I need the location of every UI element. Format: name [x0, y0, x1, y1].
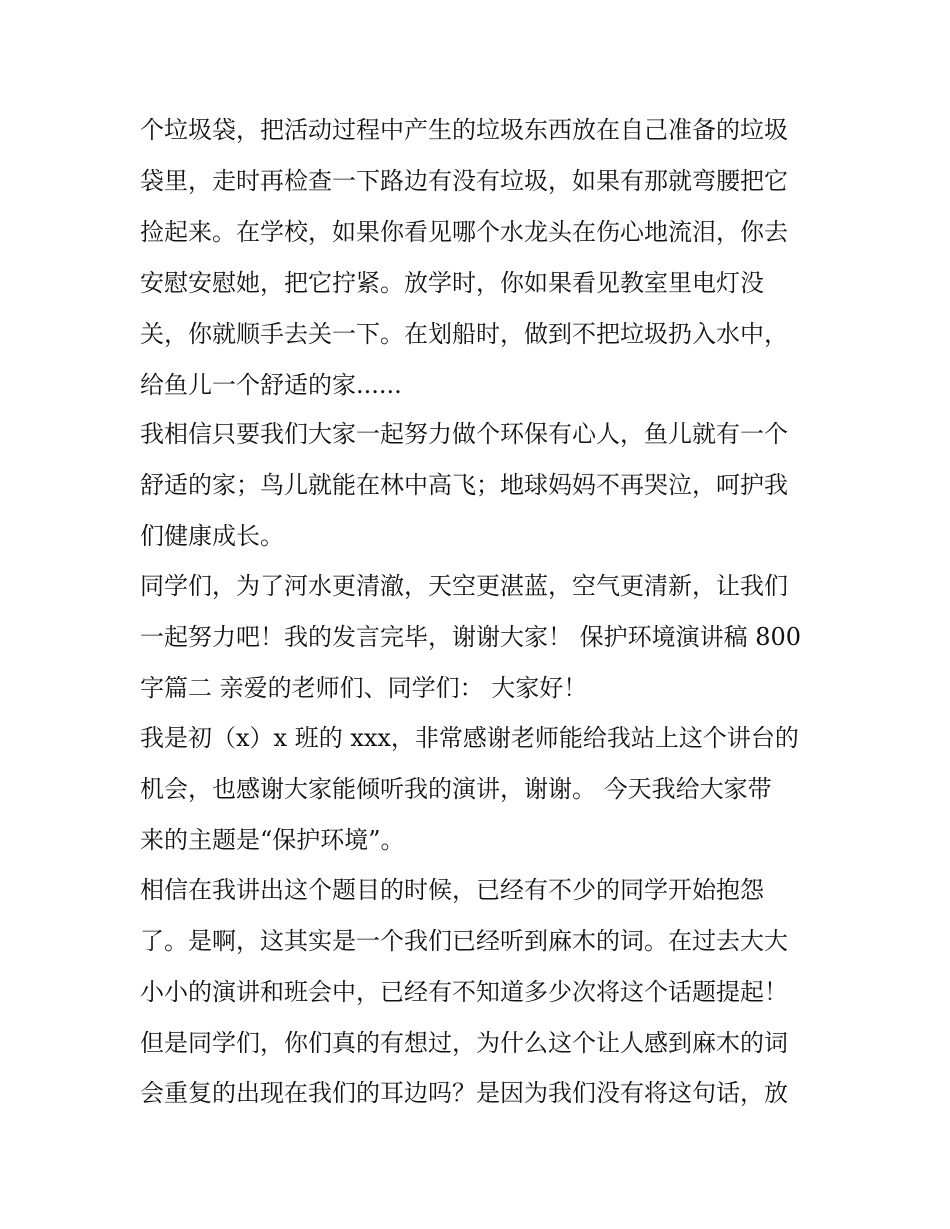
text-line: 会重复的出现在我们的耳边吗？是因为我们没有将这句话，放 [140, 1079, 788, 1107]
text-line: 来的主题是“保护环境”。 [140, 826, 405, 854]
text-line: 捡起来。在学校，如果你看见哪个水龙头在伤心地流泪，你去 [140, 218, 788, 246]
text-line: 了。是啊，这其实是一个我们已经听到麻木的词。在过去大大 [140, 927, 788, 955]
text-line: 安慰安慰她，把它拧紧。放学时，你如果看见教室里电灯没 [140, 269, 764, 297]
text-line: 小小的演讲和班会中，已经有不知道多少次将这个话题提起！ [140, 978, 788, 1006]
text-line: 个垃圾袋，把活动过程中产生的垃圾东西放在自己准备的垃圾 [140, 116, 788, 144]
text-line: 同学们，为了河水更清澈，天空更湛蓝，空气更清新，让我们 [140, 572, 788, 600]
text-line: 们健康成长。 [140, 522, 284, 550]
text-line: 机会，也感谢大家能倾听我的演讲，谢谢。 今天我给大家带 [140, 775, 772, 803]
text-line: 但是同学们，你们真的有想过，为什么这个让人感到麻木的词 [140, 1029, 788, 1057]
text-line: 袋里，走时再检查一下路边有没有垃圾，如果有那就弯腰把它 [140, 167, 788, 195]
text-line: 舒适的家；鸟儿就能在林中高飞；地球妈妈不再哭泣，呵护我 [140, 471, 788, 499]
text-line: 我是初（x）x 班的 xxx，非常感谢老师能给我站上这个讲台的 [140, 724, 799, 752]
text-line: 给鱼儿一个舒适的家...... [140, 371, 402, 399]
text-line: 一起努力吧！我的发言完毕，谢谢大家！ 保护环境演讲稿 800 [140, 623, 802, 651]
text-line: 相信在我讲出这个题目的时候，已经有不少的同学开始抱怨 [140, 876, 764, 904]
text-line: 字篇二 亲爱的老师们、同学们： 大家好！ [140, 674, 588, 702]
text-line: 我相信只要我们大家一起努力做个环保有心人，鱼儿就有一个 [140, 420, 788, 448]
text-line: 关，你就顺手去关一下。在划船时，做到不把垃圾扔入水中， [140, 320, 788, 348]
